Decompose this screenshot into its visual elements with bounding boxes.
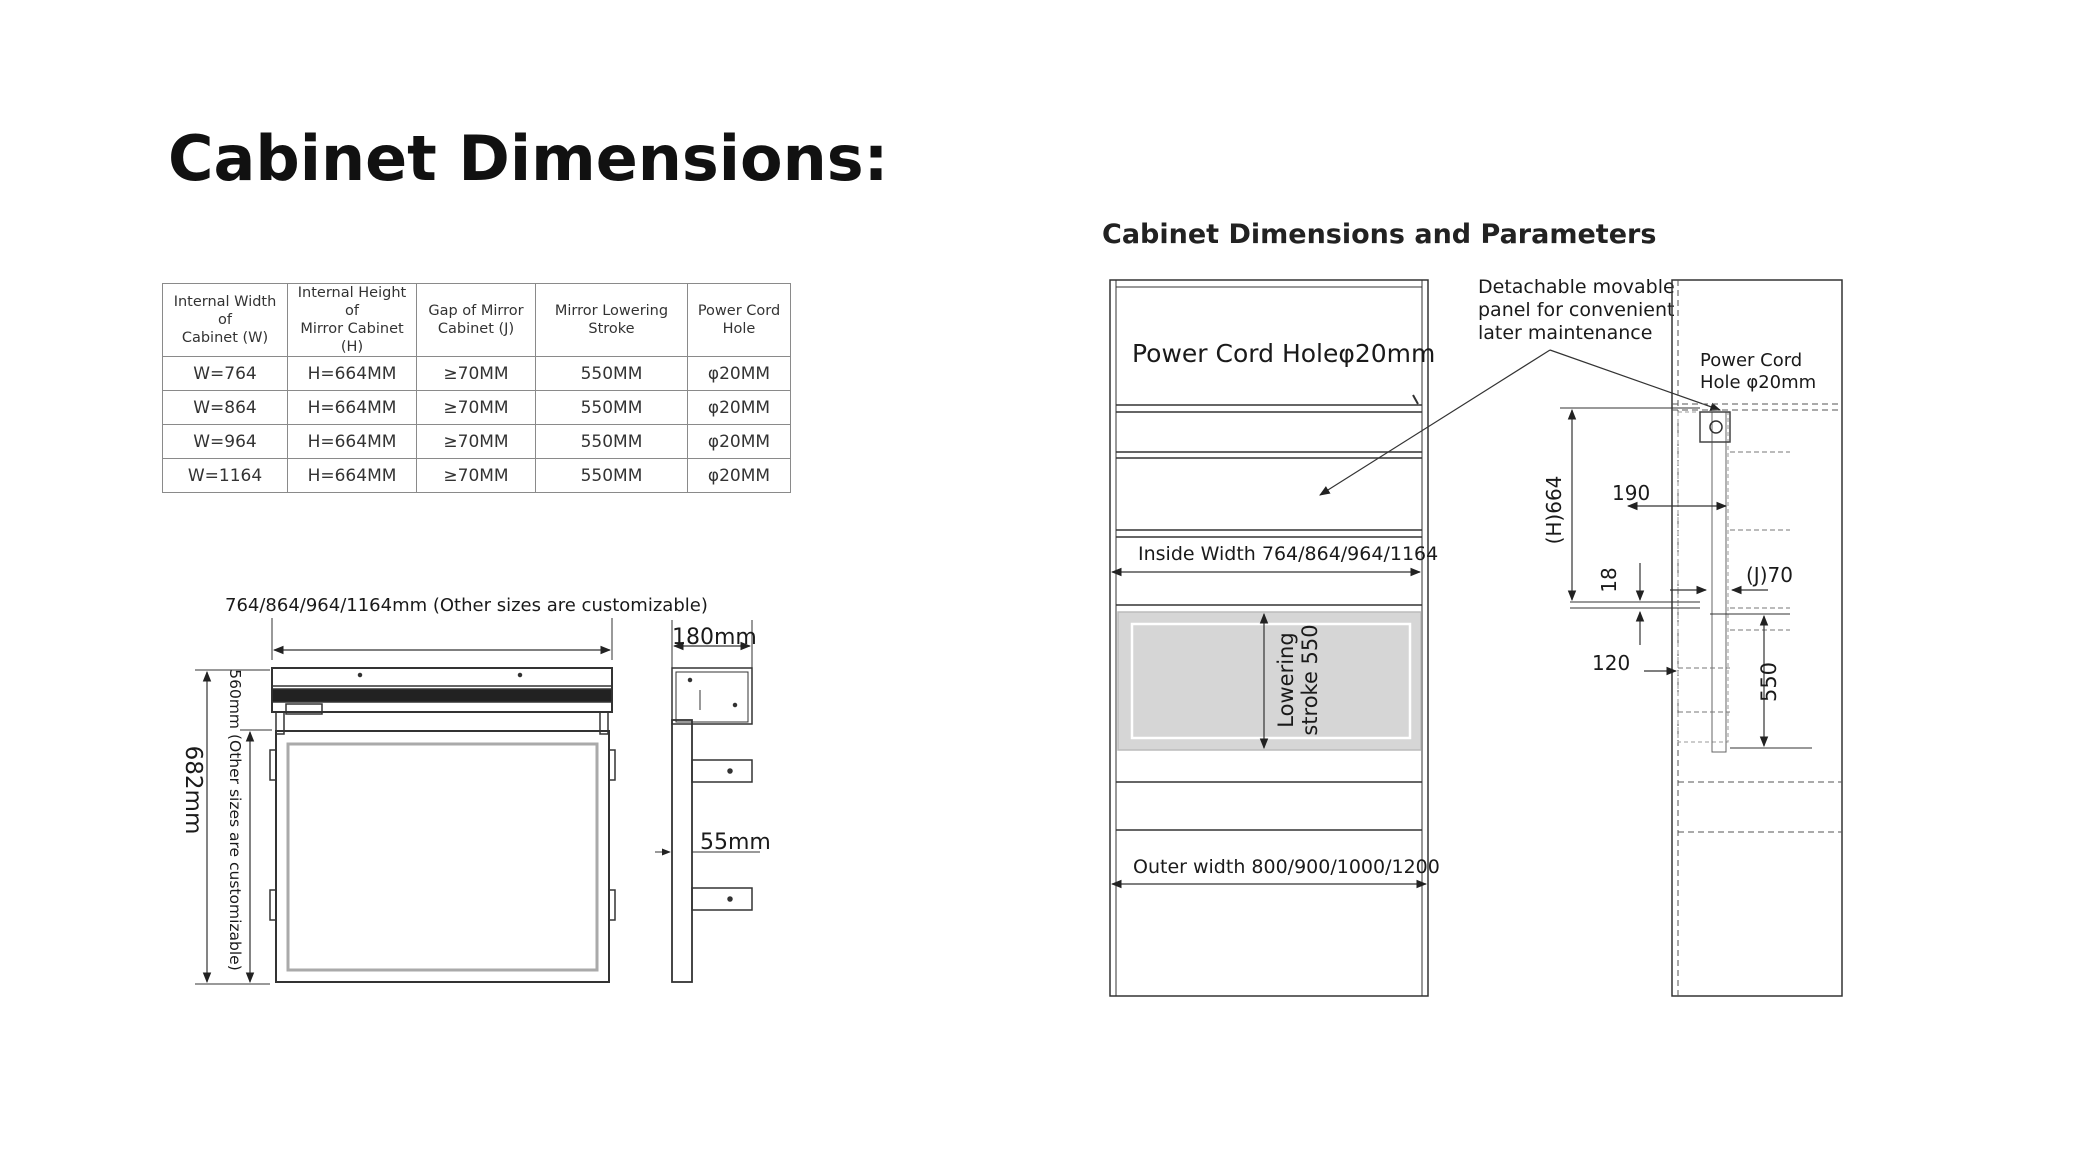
- table-cell: H=664MM: [288, 459, 417, 493]
- side-power-cord-line: Hole φ20mm: [1700, 372, 1817, 393]
- panel-note-line: later maintenance: [1478, 322, 1653, 344]
- header-text: Cabinet (J): [437, 321, 515, 337]
- header-text: Internal Height of: [297, 285, 407, 319]
- side-power-cord-line: Power Cord: [1700, 350, 1803, 371]
- header-text: Internal Width of: [173, 294, 277, 328]
- table-cell: φ20MM: [688, 391, 791, 425]
- dim-120-label: 120: [1592, 651, 1631, 675]
- table-cell: ≥70MM: [417, 357, 536, 391]
- inside-width-label: Inside Width 764/864/964/1164: [1138, 543, 1439, 565]
- table-cell: 550MM: [536, 425, 688, 459]
- dim-h-label: (H)664: [1542, 475, 1566, 545]
- dim-j-label: (J)70: [1746, 563, 1793, 587]
- header-text: Hole: [722, 321, 756, 337]
- diagram-heading: Cabinet Dimensions and Parameters: [1102, 219, 1657, 250]
- table-cell: 550MM: [536, 391, 688, 425]
- table-cell: W=964: [163, 425, 288, 459]
- table-cell: ≥70MM: [417, 425, 536, 459]
- table-cell: W=764: [163, 357, 288, 391]
- front-section-diagram: [1110, 280, 1720, 996]
- dim-190-label: 190: [1612, 481, 1651, 505]
- header-text: Cabinet (W): [181, 330, 269, 346]
- table-cell: φ20MM: [688, 425, 791, 459]
- header-text: Stroke: [588, 321, 635, 337]
- thickness-label: 55mm: [700, 830, 771, 855]
- table-cell: 550MM: [536, 357, 688, 391]
- lowering-label-line1: Lowering: [1274, 632, 1298, 728]
- page-title: Cabinet Dimensions:: [168, 122, 889, 195]
- front-height-label: 682mm: [180, 745, 206, 835]
- table-cell: φ20MM: [688, 459, 791, 493]
- table-cell: W=1164: [163, 459, 288, 493]
- table-cell: H=664MM: [288, 425, 417, 459]
- table-cell: ≥70MM: [417, 459, 536, 493]
- table-cell: 550MM: [536, 459, 688, 493]
- outer-width-label: Outer width 800/900/1000/1200: [1133, 856, 1440, 878]
- dim-18-label: 18: [1597, 567, 1621, 593]
- front-elevation-drawing: [195, 618, 760, 984]
- panel-note-line: Detachable movable: [1478, 276, 1675, 298]
- lowering-label-line2: stroke 550: [1298, 624, 1322, 736]
- front-width-label: 764/864/964/1164mm (Other sizes are customizable): [225, 595, 708, 616]
- front-inner-height-label: 560mm (Other sizes are customizable): [226, 669, 244, 971]
- table-cell: φ20MM: [688, 357, 791, 391]
- table-cell: W=864: [163, 391, 288, 425]
- header-text: Mirror Lowering: [554, 303, 669, 319]
- header-text: Gap of Mirror: [428, 303, 524, 319]
- table-cell: H=664MM: [288, 391, 417, 425]
- depth-label: 180mm: [672, 625, 757, 650]
- header-text: Mirror Cabinet (H): [300, 321, 404, 355]
- header-text: Power Cord: [697, 303, 781, 319]
- table-cell: H=664MM: [288, 357, 417, 391]
- dim-550-label: 550: [1757, 661, 1781, 703]
- table-cell: ≥70MM: [417, 391, 536, 425]
- power-cord-label: Power Cord Holeφ20mm: [1132, 339, 1436, 368]
- panel-note-line: panel for convenient: [1478, 299, 1675, 321]
